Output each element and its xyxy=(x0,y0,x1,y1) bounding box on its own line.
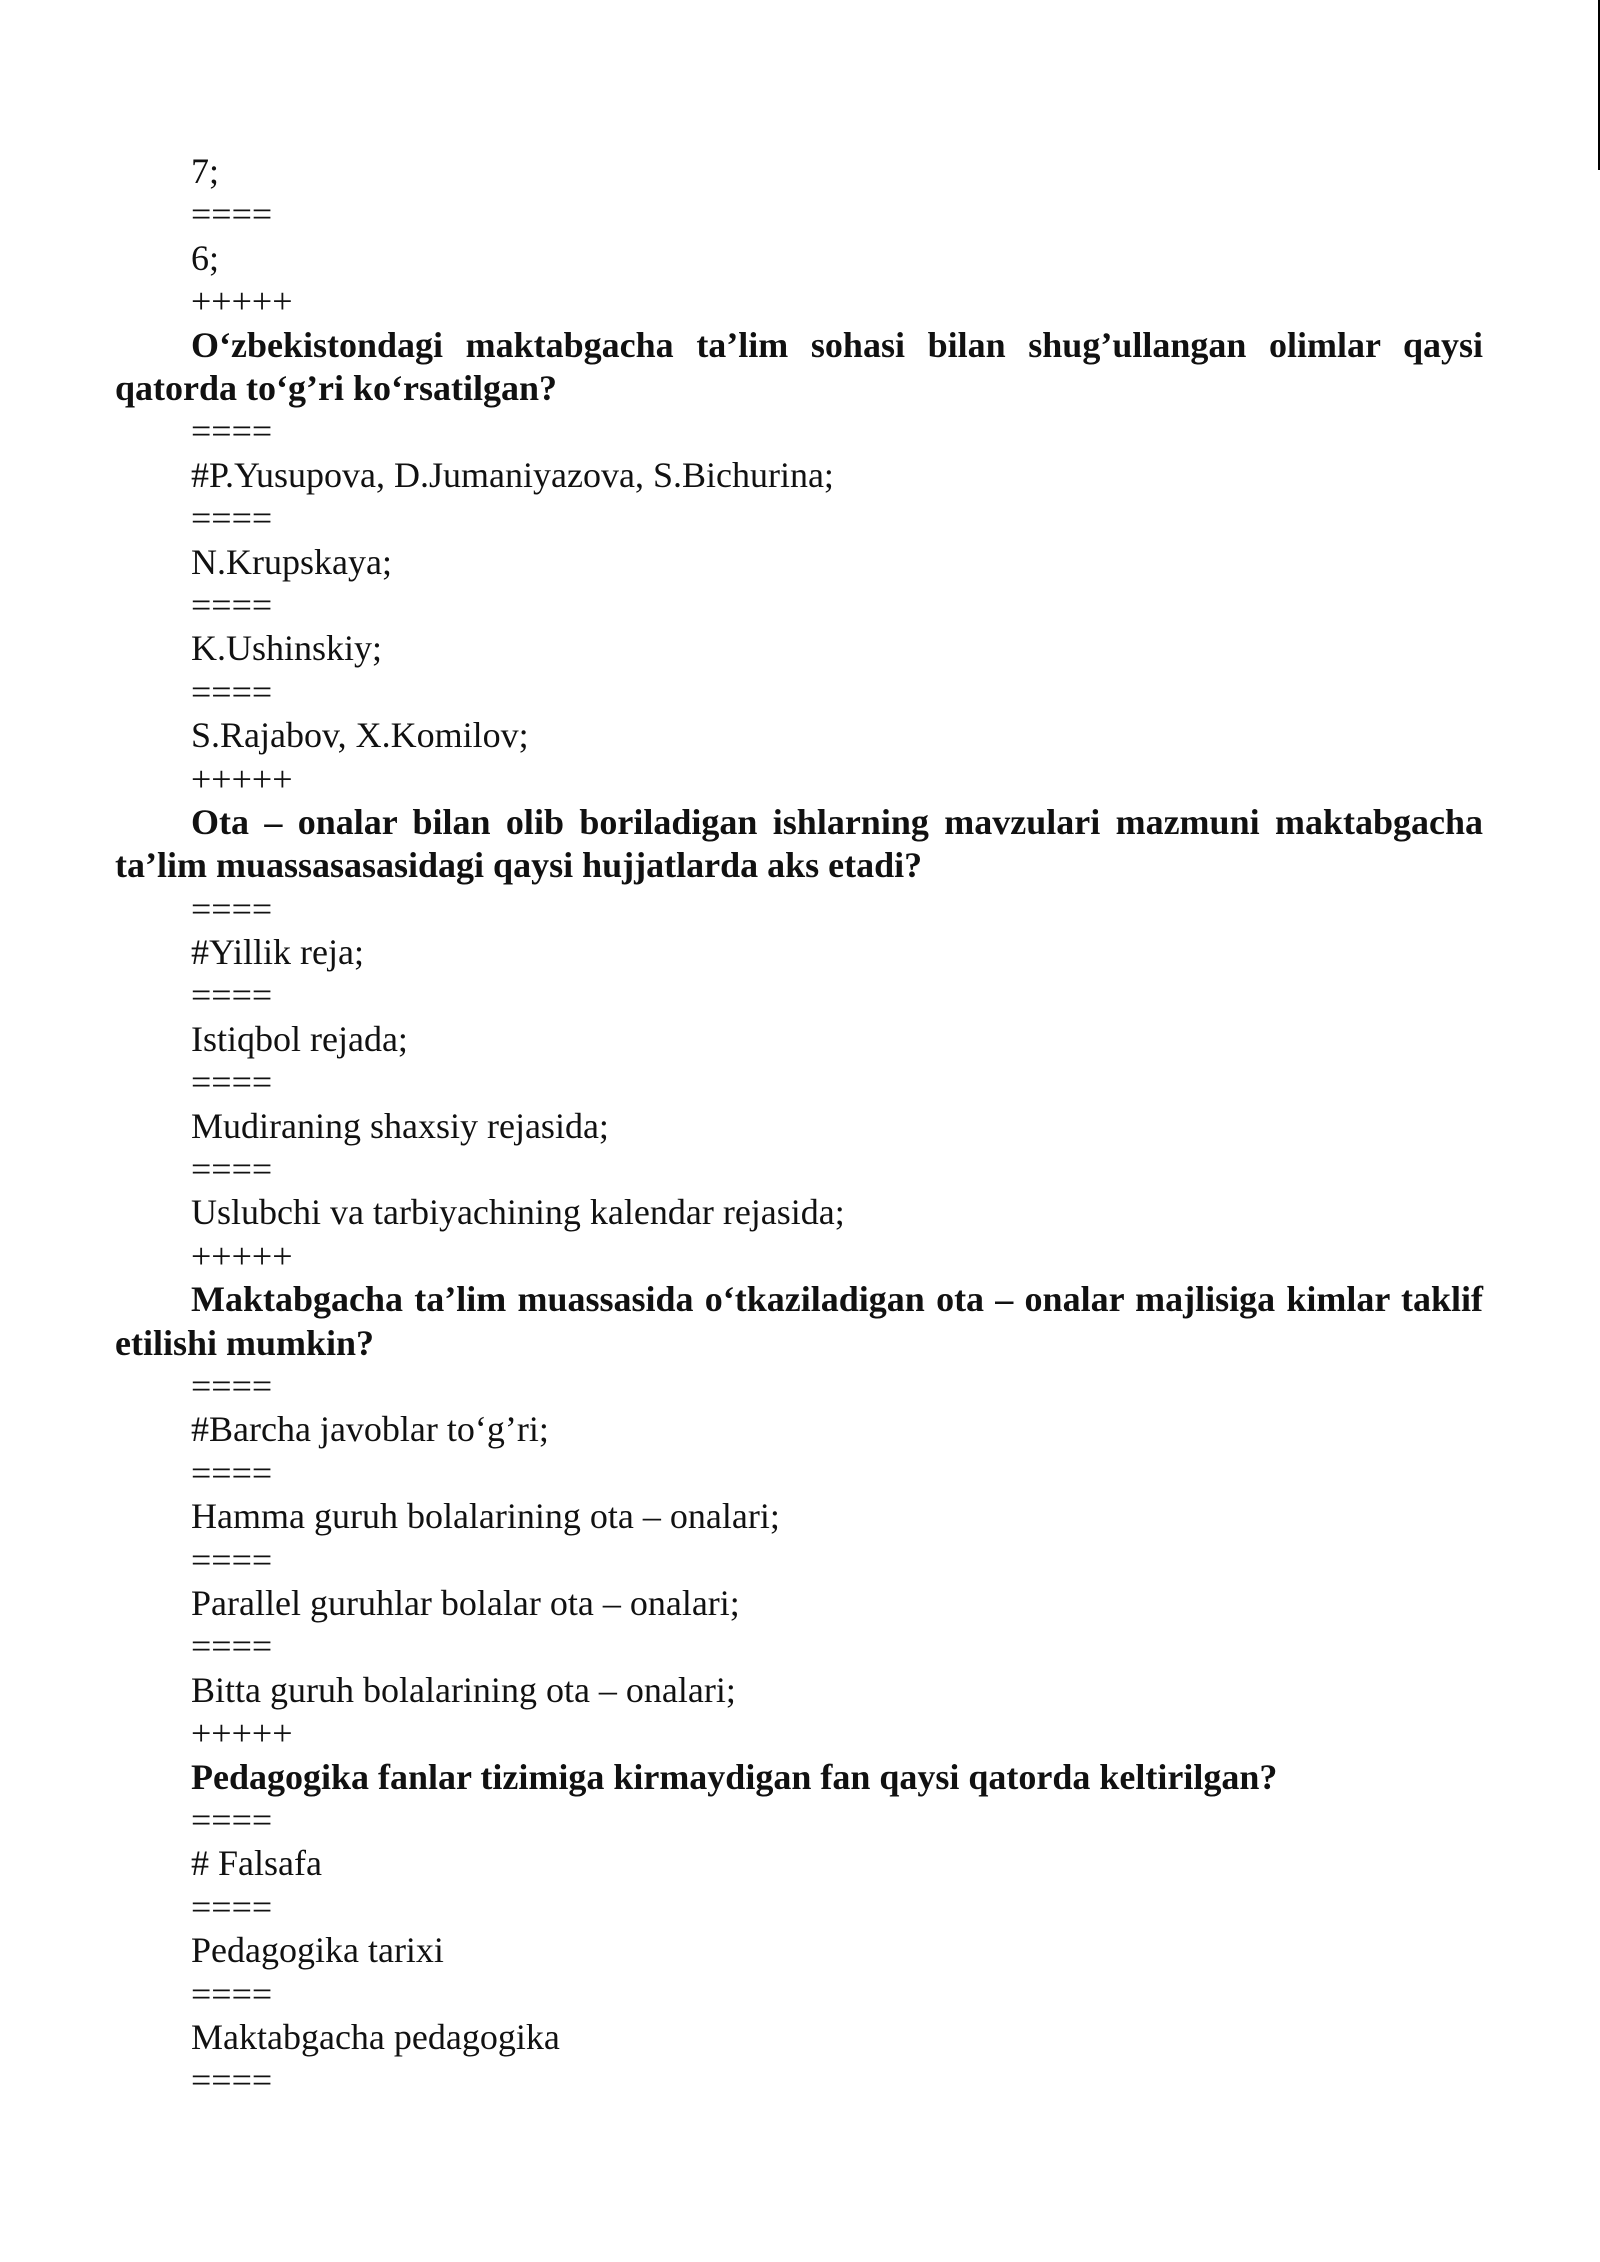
answer-line: K.Ushinskiy; xyxy=(191,628,383,669)
separator-line: ==== xyxy=(191,1799,273,1840)
answer-line: Istiqbol rejada; xyxy=(191,1018,408,1059)
separator-line: ==== xyxy=(191,1886,273,1927)
answer-line: Uslubchi va tarbiyachining kalendar rejasida; xyxy=(191,1192,845,1233)
separator-line: ==== xyxy=(191,2060,273,2101)
question-end-marker: +++++ xyxy=(191,1713,293,1754)
separator-line: ==== xyxy=(191,1539,273,1580)
separator-line: ==== xyxy=(191,888,273,929)
answer-line: Mudiraning shaxsiy rejasida; xyxy=(191,1105,609,1146)
quiz-content xyxy=(115,150,1483,2103)
question-text: Pedagogika fanlar tizimiga kirmaydigan fan qaysi qatorda keltirilgan? xyxy=(191,1756,1278,1797)
answer-line: #P.Yusupova, D.Jumaniyazova, S.Bichurina; xyxy=(191,454,834,495)
answer-line: Parallel guruhlar bolalar ota – onalari; xyxy=(191,1582,740,1623)
separator-line: ==== xyxy=(191,1626,273,1667)
separator-line: ==== xyxy=(191,1366,273,1407)
separator-line: ==== xyxy=(191,411,273,452)
separator-line: ==== xyxy=(191,975,273,1016)
answer-line: # Falsafa xyxy=(191,1843,322,1884)
question-text: O‘zbekistondagi maktabgacha ta’lim sohasi bilan shug’ullangan olimlar qaysi qatorda to‘g’ri ko‘rsatilgan? xyxy=(115,324,1483,408)
separator-line: ==== xyxy=(191,1149,273,1190)
answer-line: N.Krupskaya; xyxy=(191,541,392,582)
answer-line: S.Rajabov, X.Komilov; xyxy=(191,715,529,756)
answer-line: Bitta guruh bolalarining ota – onalari; xyxy=(191,1669,736,1710)
separator-line: ==== xyxy=(191,1452,273,1493)
question-end-marker: +++++ xyxy=(191,1235,293,1276)
answer-line: Maktabgacha pedagogika xyxy=(191,2016,560,2057)
separator-line: ==== xyxy=(191,194,273,235)
separator-line: ==== xyxy=(191,584,273,625)
answer-line: 7; xyxy=(191,151,220,191)
answer-line: 6; xyxy=(191,237,220,278)
answer-line: Pedagogika tarixi xyxy=(191,1930,444,1971)
separator-line: ==== xyxy=(191,671,273,712)
answer-line: Hamma guruh bolalarining ota – onalari; xyxy=(191,1496,780,1537)
answer-line: #Barcha javoblar to‘g’ri; xyxy=(191,1409,549,1450)
separator-line: ==== xyxy=(191,1973,273,2014)
question-end-marker: +++++ xyxy=(191,281,293,322)
question-end-marker: +++++ xyxy=(191,758,293,799)
separator-line: ==== xyxy=(191,1062,273,1103)
answer-line: #Yillik reja; xyxy=(191,932,364,973)
question-text: Ota – onalar bilan olib boriladigan ishlarning mavzulari mazmuni maktabgacha ta’lim muassasasasidagi qaysi hujjatlarda aks etadi? xyxy=(115,801,1483,886)
question-text: Maktabgacha ta’lim muassasida o‘tkaziladigan ota – onalar majlisiga kimlar taklif etilishi mumkin? xyxy=(115,1279,1483,1363)
separator-line: ==== xyxy=(191,498,273,539)
